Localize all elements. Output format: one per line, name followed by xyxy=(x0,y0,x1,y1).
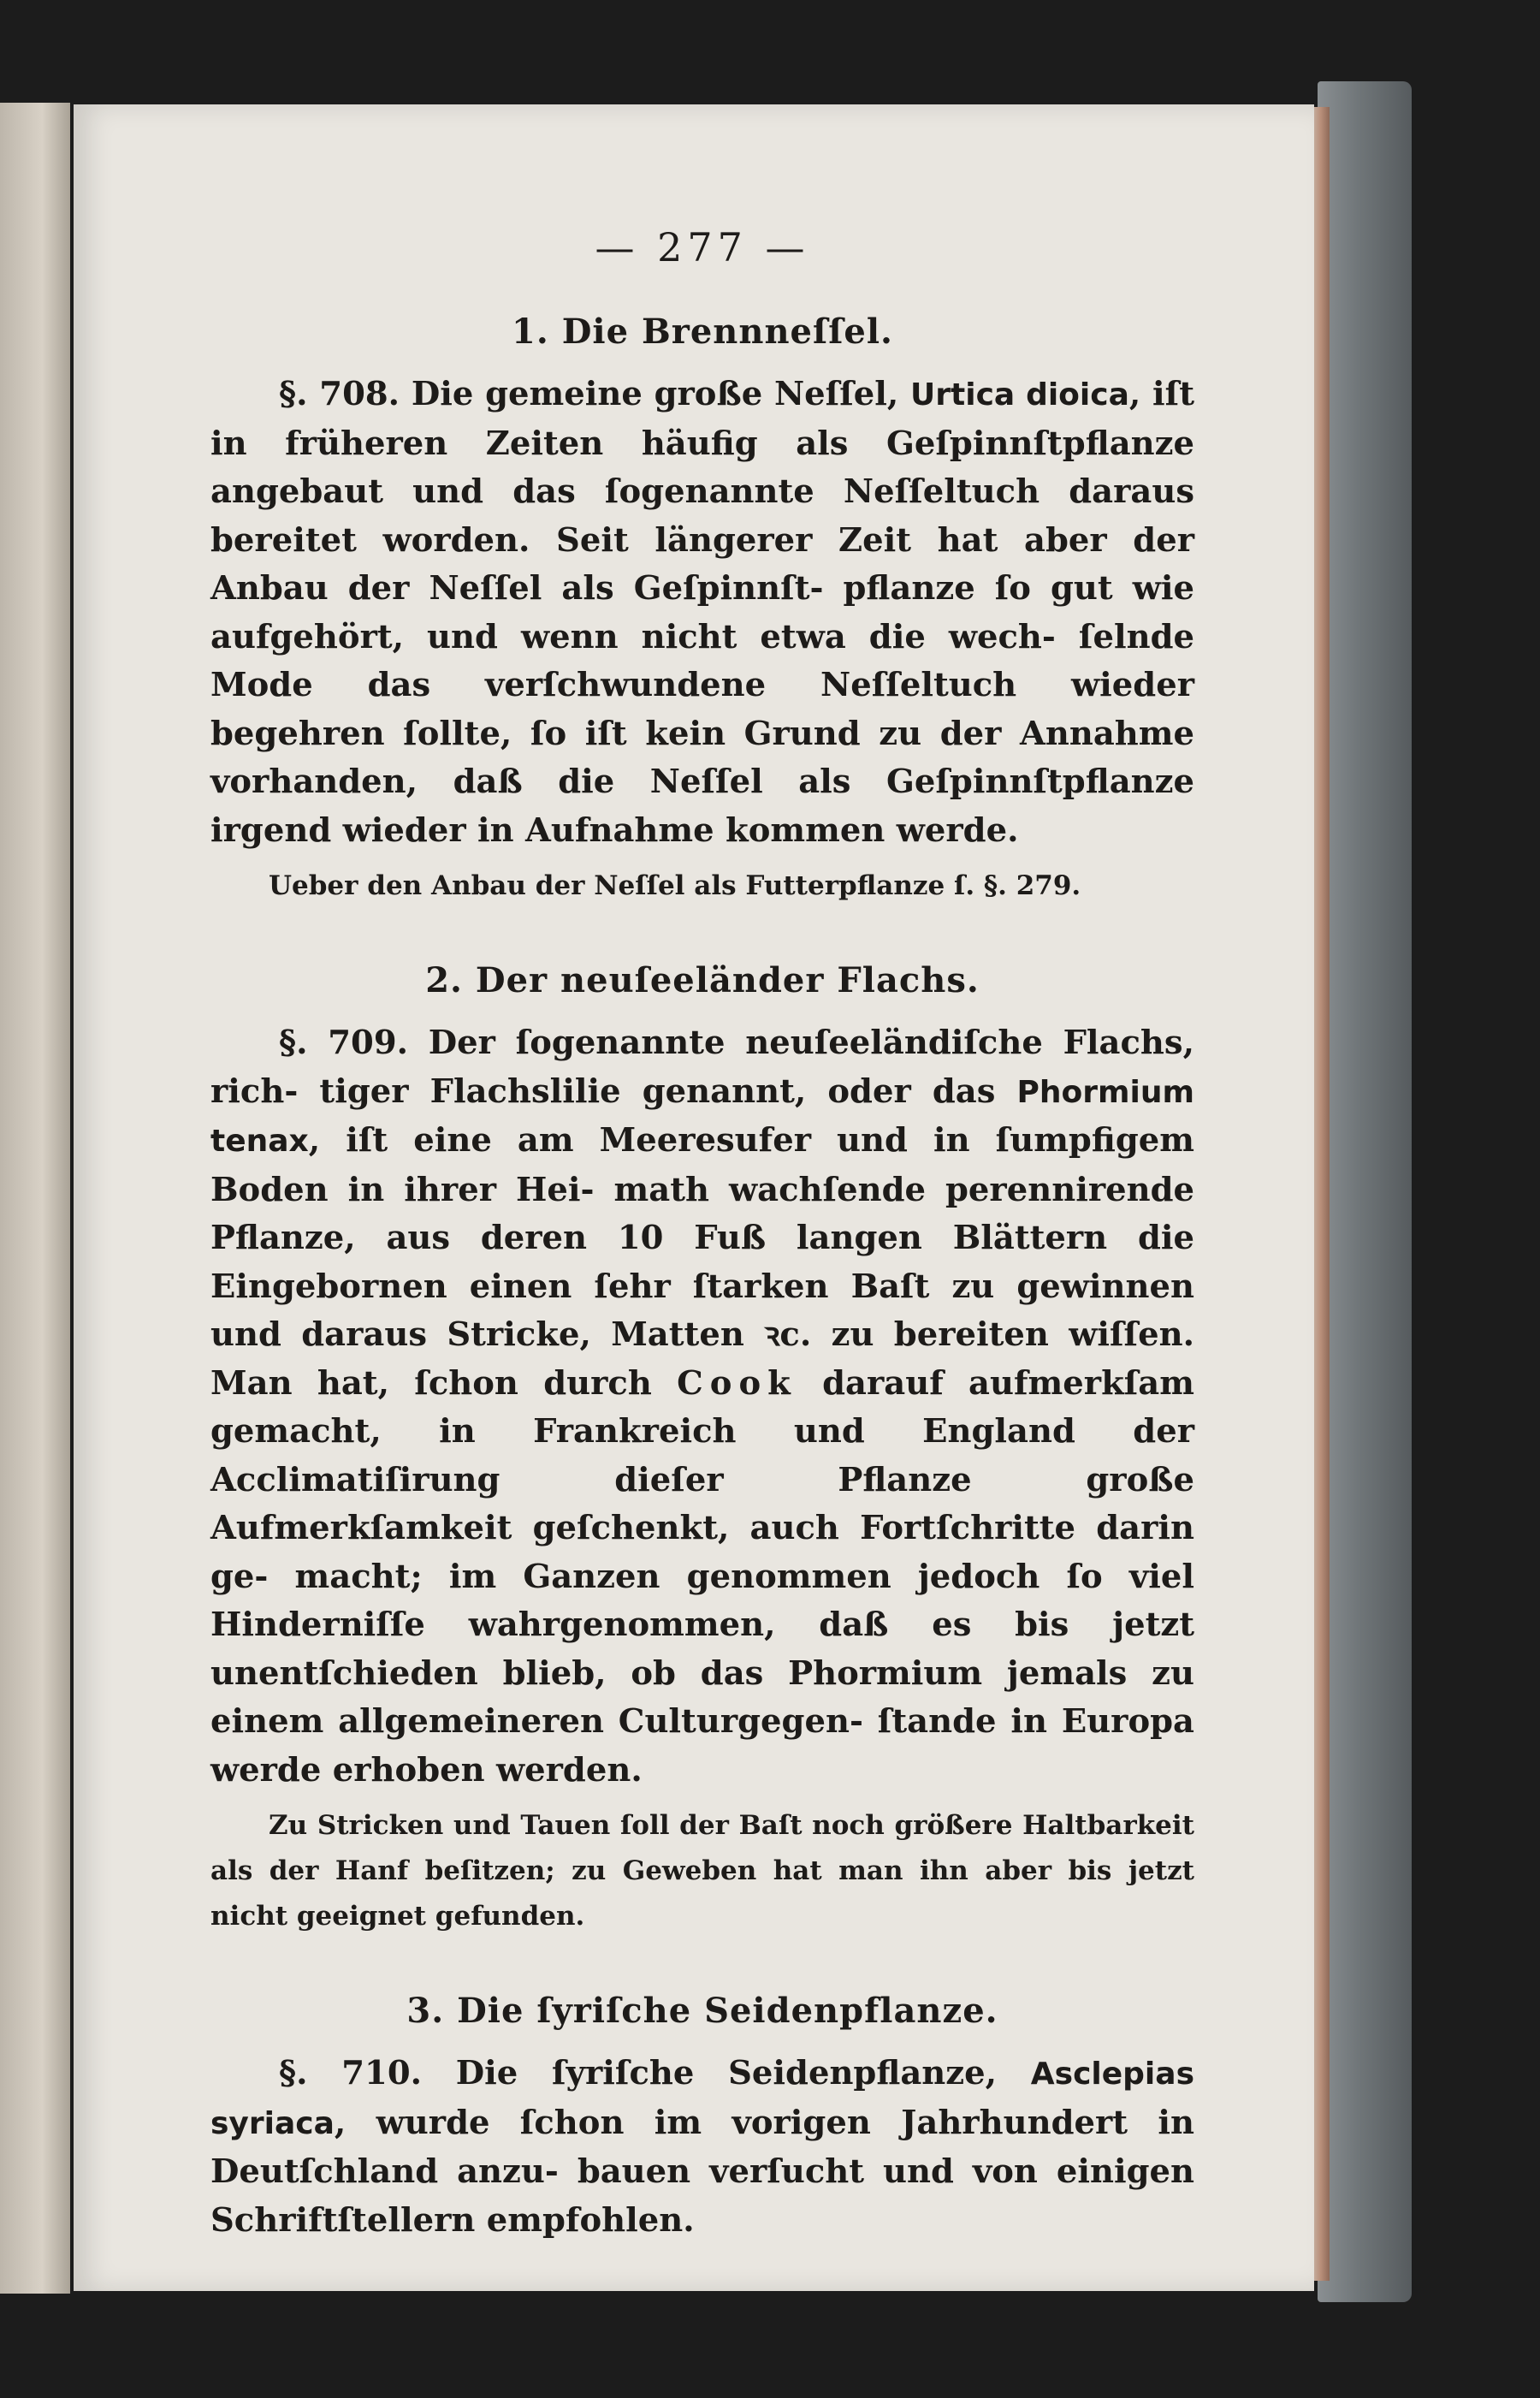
paragraph-number: §. 709. xyxy=(279,1024,409,1062)
paragraph-708: §. 708. Die gemeine große Neſſel, Urtica dioica, iſt in früheren Zeiten häufig als Geſpinnſtpflanze angebaut und das ſogenannte Neſſeltuch daraus bereitet worden. Seit längerer Zeit hat aber der Anbau der Neſſel als Geſpinnſt- pflanze ſo gut wie aufgehört, und wenn nicht etwa die wech- ſelnde Mode das verſchwundene Neſſeltuch wieder begehren ſollte, ſo iſt kein Grund zu der Annahme vorhanden, daß die Neſſel als Geſpinnſtpflanze irgend wieder in Aufnahme kommen werde. xyxy=(210,375,1195,850)
section-heading-2: 2. Der neuſeeländer Flachs. xyxy=(425,960,980,1000)
paragraph-number: §. 710. xyxy=(279,2054,423,2092)
section-heading-3: 3. Die ſyriſche Seidenpflanze. xyxy=(406,1991,998,2031)
latin-name: Urtica dioica xyxy=(910,377,1129,413)
book-cover-edge xyxy=(1318,81,1412,2302)
section-heading-1: 1. Die Brennneſſel. xyxy=(512,312,893,352)
left-page-edge xyxy=(0,103,70,2294)
footnote-709: Zu Stricken und Tauen ſoll der Baſt noch größere Haltbarkeit als der Hanf beſitzen; zu Geweben hat man ihn aber bis jetzt nicht geeignet gefunden. xyxy=(210,1810,1194,1932)
footnote-708: Ueber den Anbau der Neſſel als Futterpflanze ſ. §. 279. xyxy=(269,870,1081,901)
paragraph-710: §. 710. Die ſyriſche Seidenpflanze, Asclepias syriaca, wurde ſchon im vorigen Jahrhundert in Deutſchland anzu- bauen verſucht und von einigen Schriftſtellern empfohlen. xyxy=(210,2054,1194,2240)
page-content xyxy=(210,224,1194,2245)
paragraph-709: §. 709. Der ſogenannte neuſeeländiſche Flachs, rich- tiger Flachslilie genannt, oder das Phormium tenax, iſt eine am Meeresufer und in ſumpfigem Boden in ihrer Hei- math wachſende perennirende Pflanze, aus deren 10 Fuß langen Blättern die Eingebornen einen ſehr ſtarken Baſt zu gewinnen und daraus Stricke, Matten ꝛc. zu bereiten wiſſen. Man hat, ſchon durch Cook darauf aufmerkſam gemacht, in Frankreich und England der Acclimatiſirung dieſer Pflanze große Aufmerkſamkeit geſchenkt, auch Fortſchritte darin ge- macht; im Ganzen genommen jedoch ſo viel Hinderniſſe wahrgenommen, daß es bis jetzt unentſchieden blieb, ob das Phormium jemals zu einem allgemeineren Culturgegen- ſtande in Europa werde erhoben werden. xyxy=(210,1024,1194,1790)
spaced-name: Cook xyxy=(677,1363,797,1403)
latin-name: Phormium tenax xyxy=(210,1074,1194,1159)
book-page xyxy=(74,104,1314,2291)
paragraph-number: §. 708. xyxy=(279,375,400,413)
page-number: — 277 — xyxy=(595,224,810,270)
latin-name: Asclepias syriaca xyxy=(210,2057,1194,2141)
